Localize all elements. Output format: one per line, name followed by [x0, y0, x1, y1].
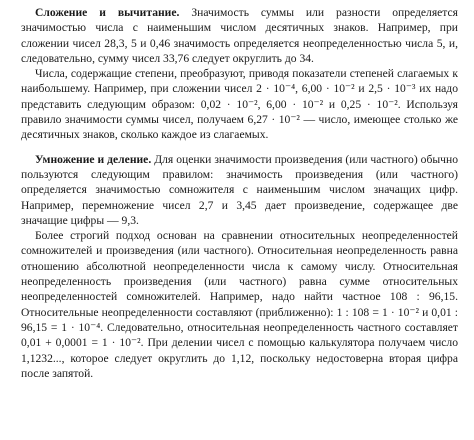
paragraph-addition-powers: Числа, содержащие степени, преобразуют, приводя показатели степеней слагаемых к наибольшему. Например, при сложении чисел 2 · 10⁻⁴, 6,00 · 10⁻² и 2,5 · 10⁻³ их надо представить следующим образом: 0,02 · 10⁻², 6,00 · 10⁻² и 0,25 · 10⁻². Используя правило значимости суммы чисел, получаем 6,27 · 10⁻² — число, имеющее столько же десятичных знаков, сколько каждое из слагаемых. — [21, 67, 458, 142]
paragraph-multiplication-intro-text: Для оценки значимости произведения (или частного) обычно пользуются следующим правилом: значимость произведения (или частного) определяется значимостью сомножителя с наименьшим числом значащих цифр. Например, перемножение чисел 2,7 и 3,45 дает произведение, содержащее две значащие цифры — 9,3. — [21, 152, 459, 227]
paragraph-multiplication-intro — [21, 152, 458, 228]
paragraph-relative-uncertainty: Более строгий подход основан на сравнении относительных неопределенностей сомножителей и произведения (или частного). Относительная неопределенность равна отношению абсолютной неопределенности числа к самому числу. Относительная неопределенность произведения (или частного) равна сумме относительных неопределенностей сомножителей. Например, надо найти частное 108 : 96,15. Относительные неопределенности составляют (приближенно): 1 : 108 = 1 · 10⁻² и 0,01 : 96,15 = 1 · 10⁻⁴. Следовательно, относительная неопределенность частного составляет 0,01 + 0,0001 = 1 · 10⁻². При делении чисел с помощью калькулятора получаем число 1,1232..., которое следует округлить до 1,12, поскольку недостоверна вторая цифра после запятой. — [21, 229, 458, 380]
paragraph-addition-intro — [21, 5, 458, 66]
section-heading-multiplication: Умножение и деление. — [35, 152, 152, 166]
paragraph-addition-intro-text: Значимость суммы или разности определяется значимостью числа с наименьшим числом десятичных знаков. Например, при сложении чисел 28,3, 5 и 0,46 значимость определяется неопределенностью числа 5, и, следовательно, сумму чисел 33,76 следует округлить до 34. — [21, 6, 458, 65]
section-gap — [21, 143, 458, 152]
document-page — [21, 5, 458, 381]
section-heading-addition: Сложение и вычитание. — [35, 6, 180, 19]
